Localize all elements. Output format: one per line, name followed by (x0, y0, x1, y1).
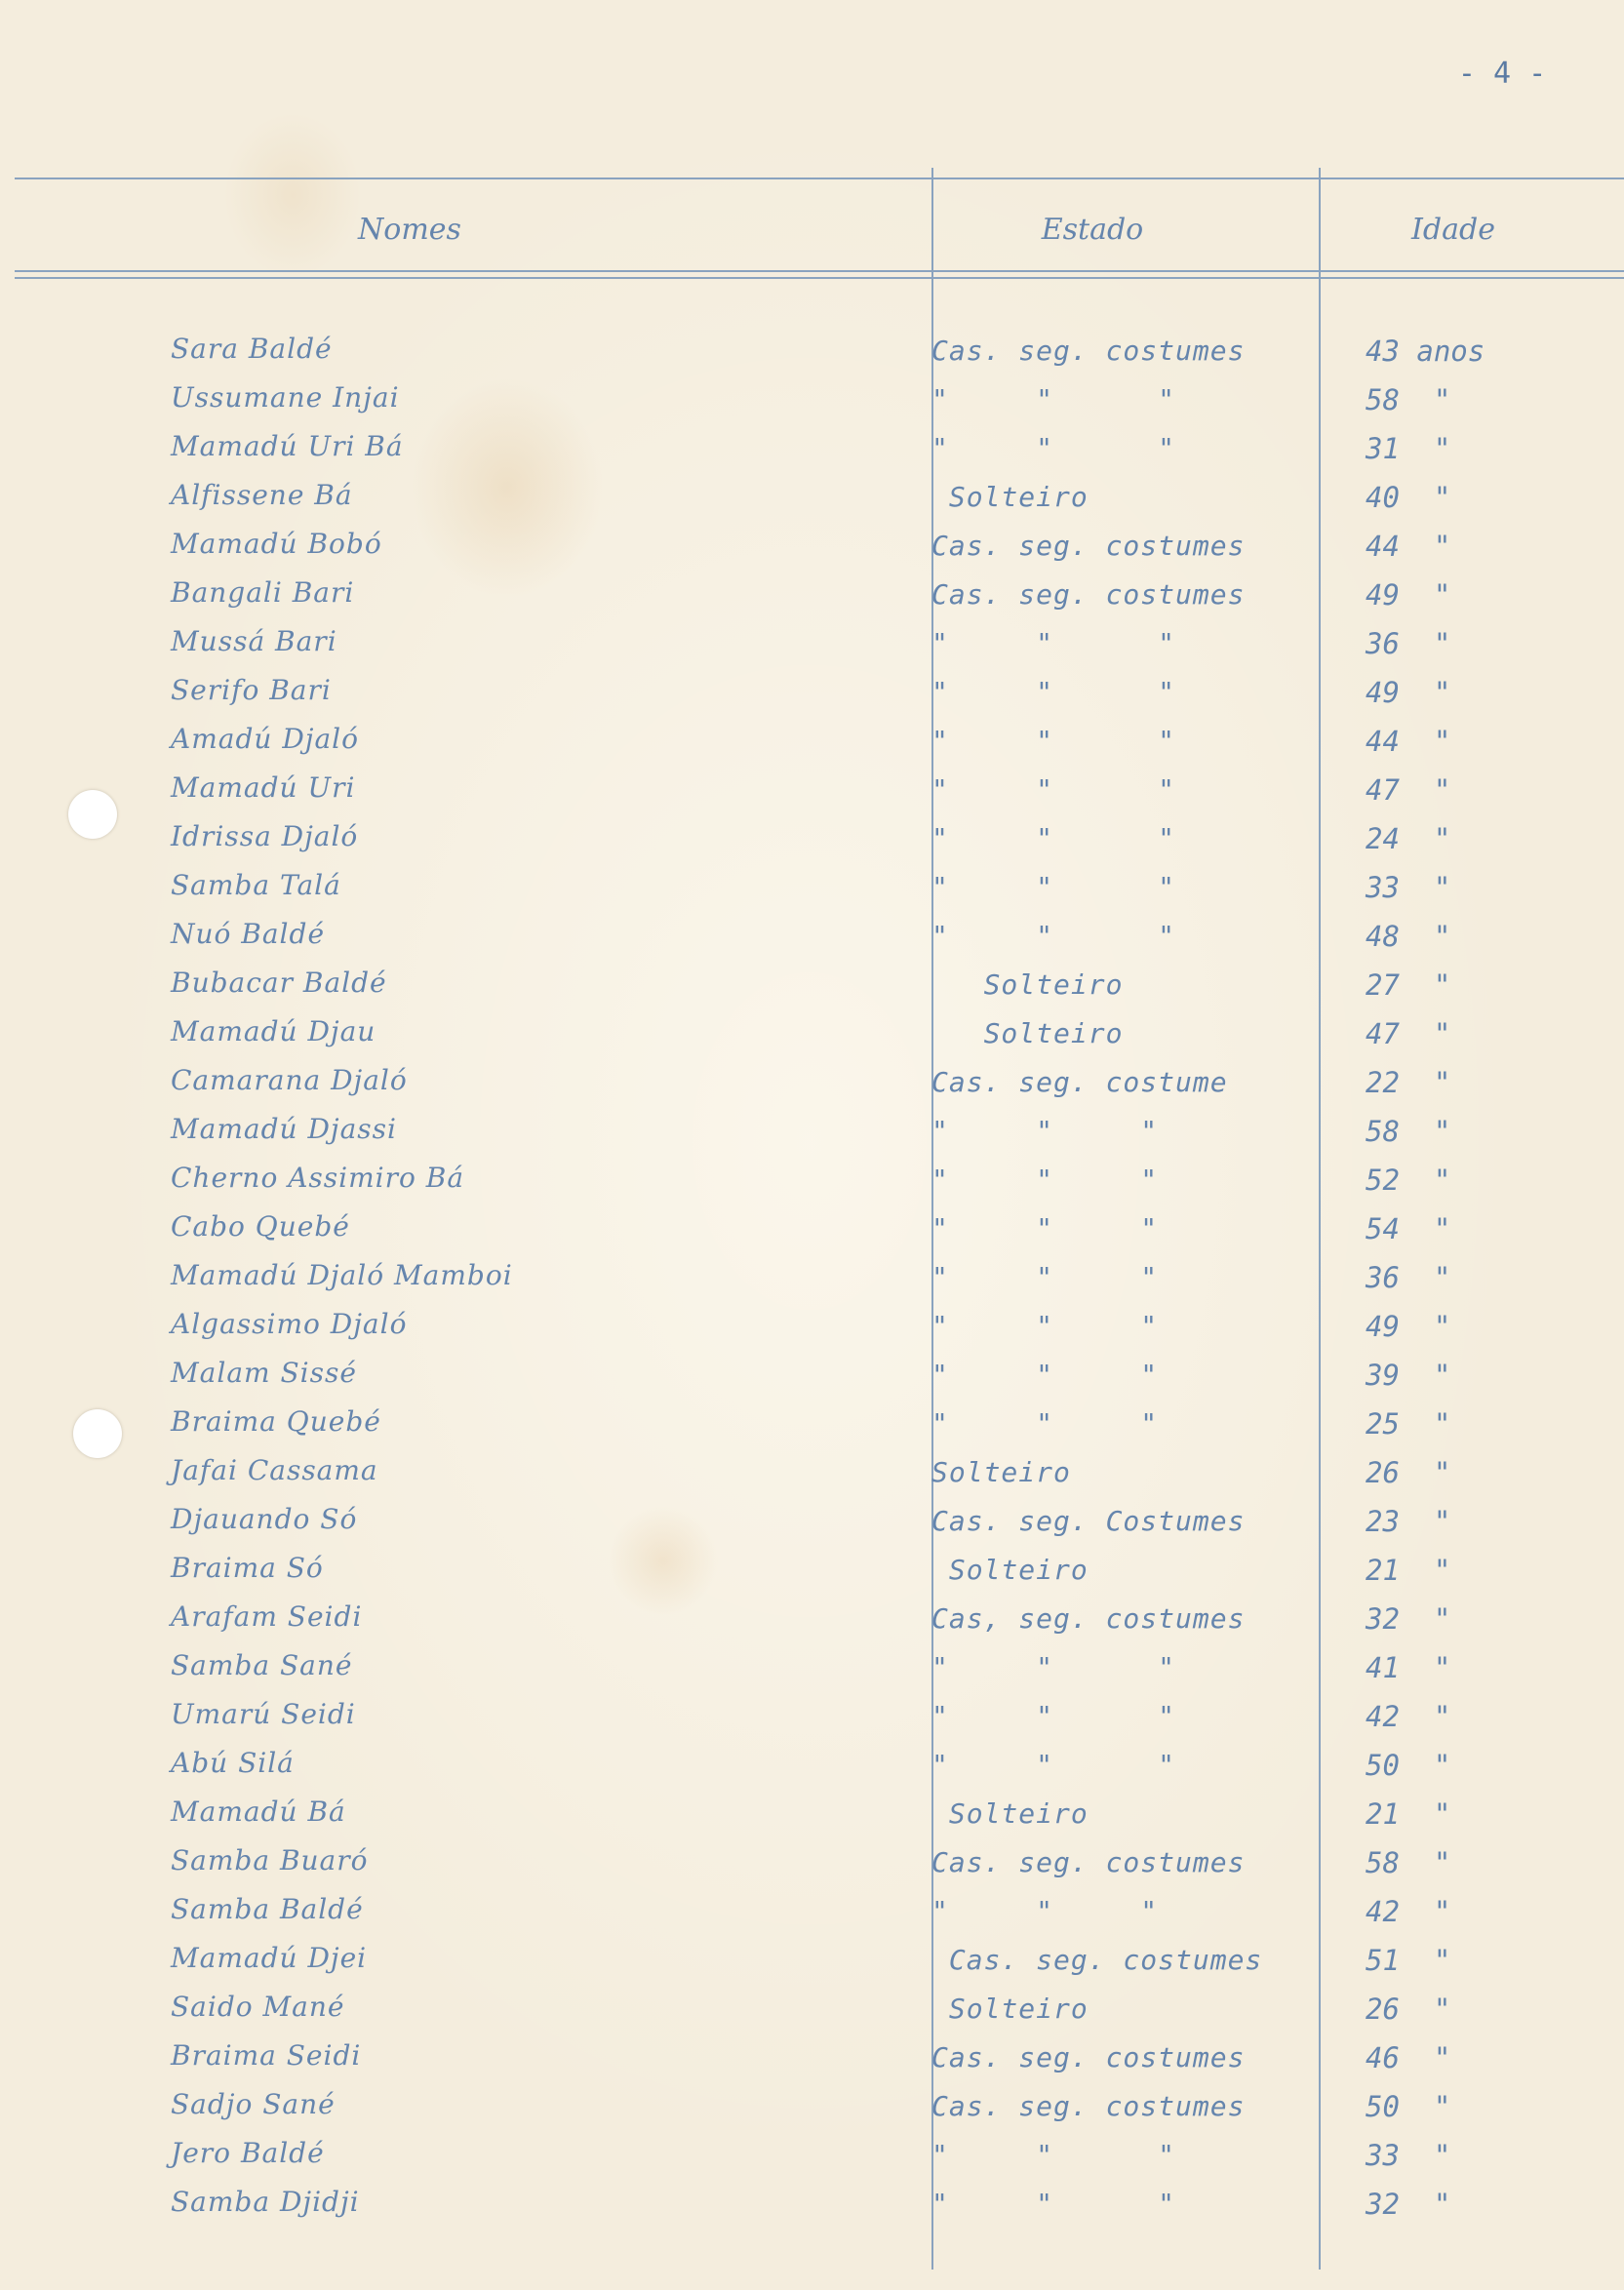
table-row (0, 2131, 1624, 2180)
table-row (0, 668, 1624, 717)
cell-idade: 50 " (1366, 1749, 1451, 1782)
cell-idade: 49 " (1366, 676, 1451, 709)
cell-estado: " " " (931, 1164, 1159, 1196)
cell-nome: Ussumane Injai (171, 381, 400, 414)
table-row (0, 1643, 1624, 1692)
cell-estado: " " " (931, 1407, 1159, 1440)
table-row (0, 1887, 1624, 1936)
cell-idade: 32 " (1366, 1602, 1451, 1636)
table-row (0, 1936, 1624, 1985)
cell-nome: Algassimo Djaló (171, 1308, 408, 1340)
cell-idade: 21 " (1366, 1797, 1451, 1831)
cell-idade: 21 " (1366, 1554, 1451, 1587)
header-bottom-rule (15, 270, 1624, 272)
cell-estado: Solteiro (931, 1554, 1089, 1586)
cell-estado: Cas. seg. costumes (931, 1846, 1246, 1878)
cell-nome: Mamadú Uri (171, 771, 356, 804)
cell-estado: Solteiro (931, 1993, 1089, 2025)
cell-nome: Jafai Cassama (171, 1454, 378, 1486)
cell-nome: Braima Seidi (171, 2039, 362, 2072)
cell-idade: 44 " (1366, 530, 1451, 563)
cell-idade: 40 " (1366, 481, 1451, 514)
cell-idade: 52 " (1366, 1164, 1451, 1197)
cell-estado: " " " (931, 1212, 1159, 1244)
cell-nome: Serifo Bari (171, 674, 332, 706)
table-top-rule (15, 178, 1624, 179)
table-row (0, 766, 1624, 814)
cell-nome: Mamadú Djei (171, 1942, 368, 1974)
cell-estado: Cas, seg. costumes (931, 1602, 1246, 1635)
cell-nome: Amadú Djaló (171, 723, 359, 755)
cell-nome: Sadjo Sané (171, 2088, 336, 2120)
table-row (0, 717, 1624, 766)
cell-estado: " " " (931, 1895, 1159, 1927)
header-nomes: Nomes (358, 213, 461, 247)
table-row (0, 1838, 1624, 1887)
cell-nome: Camarana Djaló (171, 1064, 408, 1096)
cell-idade: 44 " (1366, 725, 1451, 758)
table-row (0, 912, 1624, 961)
cell-nome: Samba Baldé (171, 1893, 364, 1925)
table-row (0, 1302, 1624, 1351)
cell-nome: Idrissa Djaló (171, 820, 359, 852)
cell-nome: Samba Sané (171, 1649, 353, 1681)
cell-nome: Mamadú Djaló Mamboi (171, 1259, 513, 1291)
table-row (0, 1595, 1624, 1643)
cell-estado: Cas. seg. costumes (931, 530, 1246, 562)
cell-idade: 42 " (1366, 1700, 1451, 1733)
table-row (0, 571, 1624, 619)
cell-idade: 24 " (1366, 822, 1451, 855)
cell-nome: Bangali Bari (171, 576, 355, 609)
table-row (0, 1985, 1624, 2033)
cell-nome: Bubacar Baldé (171, 967, 387, 999)
cell-estado: Solteiro (931, 1456, 1071, 1488)
cell-estado: " " " (931, 383, 1176, 415)
cell-estado: " " " (931, 1651, 1176, 1683)
cell-estado: Solteiro (931, 968, 1124, 1001)
table-row (0, 1546, 1624, 1595)
table-row (0, 1692, 1624, 1741)
cell-estado: Cas. seg. costumes (931, 335, 1246, 367)
table-row (0, 1351, 1624, 1400)
table-row (0, 2033, 1624, 2082)
cell-nome: Mussá Bari (171, 625, 337, 657)
cell-idade: 41 " (1366, 1651, 1451, 1684)
cell-nome: Mamadú Bá (171, 1796, 346, 1828)
cell-idade: 27 " (1366, 968, 1451, 1002)
cell-estado: " " " (931, 822, 1176, 854)
cell-nome: Mamadú Djassi (171, 1113, 397, 1145)
cell-estado: Cas. seg. costumes (931, 1944, 1263, 1976)
cell-estado: Solteiro (931, 1797, 1089, 1830)
table-row (0, 619, 1624, 668)
cell-estado: Solteiro (931, 1017, 1124, 1049)
header-idade: Idade (1411, 213, 1495, 247)
cell-idade: 26 " (1366, 1993, 1451, 2026)
table-row (0, 1107, 1624, 1156)
cell-nome: Mamadú Uri Bá (171, 430, 404, 462)
table-row (0, 2082, 1624, 2131)
table-row (0, 961, 1624, 1009)
table-row (0, 863, 1624, 912)
cell-nome: Saido Mané (171, 1991, 345, 2023)
table-row (0, 473, 1624, 522)
cell-idade: 48 " (1366, 920, 1451, 953)
cell-estado: Cas. seg. costume (931, 1066, 1228, 1098)
cell-idade: 22 " (1366, 1066, 1451, 1099)
cell-idade: 39 " (1366, 1359, 1451, 1392)
cell-estado: Cas. seg. costumes (931, 2090, 1246, 2122)
cell-nome: Nuó Baldé (171, 918, 326, 950)
table-row (0, 2180, 1624, 2229)
cell-nome: Samba Buaró (171, 1844, 369, 1876)
cell-idade: 47 " (1366, 773, 1451, 807)
cell-idade: 25 " (1366, 1407, 1451, 1441)
cell-estado: " " " (931, 1359, 1159, 1391)
table-row (0, 814, 1624, 863)
table-row (0, 1009, 1624, 1058)
cell-estado: " " " (931, 2188, 1176, 2220)
cell-idade: 42 " (1366, 1895, 1451, 1928)
header-bottom-rule-double (15, 277, 1624, 279)
cell-idade: 46 " (1366, 2041, 1451, 2074)
table-row (0, 1497, 1624, 1546)
cell-estado: " " " (931, 1749, 1176, 1781)
cell-idade: 58 " (1366, 1846, 1451, 1879)
cell-idade: 36 " (1366, 627, 1451, 660)
cell-idade: 54 " (1366, 1212, 1451, 1245)
table-row (0, 1790, 1624, 1838)
cell-idade: 49 " (1366, 1310, 1451, 1343)
cell-nome: Cabo Quebé (171, 1210, 350, 1243)
cell-idade: 58 " (1366, 383, 1451, 416)
cell-idade: 43 anos (1366, 335, 1485, 368)
cell-nome: Djauando Só (171, 1503, 358, 1535)
table-row (0, 522, 1624, 571)
cell-idade: 26 " (1366, 1456, 1451, 1489)
cell-idade: 33 " (1366, 2139, 1451, 2172)
cell-nome: Umarú Seidi (171, 1698, 356, 1730)
cell-idade: 23 " (1366, 1505, 1451, 1538)
table-row (0, 424, 1624, 473)
cell-nome: Braima Quebé (171, 1405, 381, 1438)
cell-estado: " " " (931, 676, 1176, 708)
cell-estado: Cas. seg. Costumes (931, 1505, 1246, 1537)
table-row (0, 1058, 1624, 1107)
cell-nome: Cherno Assimiro Bá (171, 1162, 465, 1194)
cell-idade: 58 " (1366, 1115, 1451, 1148)
table-row (0, 1156, 1624, 1204)
header-estado: Estado (1041, 213, 1144, 247)
cell-estado: " " " (931, 871, 1176, 903)
cell-estado: " " " (931, 627, 1176, 659)
table-row (0, 1400, 1624, 1448)
cell-estado: " " " (931, 1115, 1159, 1147)
table-row (0, 1253, 1624, 1302)
cell-idade: 47 " (1366, 1017, 1451, 1050)
cell-nome: Samba Djidji (171, 2186, 360, 2218)
cell-estado: " " " (931, 1310, 1159, 1342)
page-number: - 4 - (1457, 57, 1547, 91)
cell-nome: Alfissene Bá (171, 479, 353, 511)
cell-estado: " " " (931, 725, 1176, 757)
cell-nome: Braima Só (171, 1552, 324, 1584)
table-row (0, 1741, 1624, 1790)
cell-idade: 51 " (1366, 1944, 1451, 1977)
table-row (0, 1204, 1624, 1253)
cell-estado: " " " (931, 432, 1176, 464)
cell-estado: Cas. seg. costumes (931, 2041, 1246, 2073)
table-row (0, 1448, 1624, 1497)
cell-nome: Arafam Seidi (171, 1600, 363, 1633)
cell-idade: 50 " (1366, 2090, 1451, 2123)
table-row (0, 375, 1624, 424)
cell-estado: Solteiro (931, 481, 1089, 513)
cell-nome: Samba Talá (171, 869, 341, 901)
cell-nome: Jero Baldé (171, 2137, 325, 2169)
cell-nome: Sara Baldé (171, 333, 333, 365)
cell-estado: " " " (931, 920, 1176, 952)
cell-nome: Mamadú Bobó (171, 528, 382, 560)
cell-idade: 49 " (1366, 578, 1451, 612)
cell-nome: Mamadú Djau (171, 1015, 376, 1047)
cell-nome: Abú Silá (171, 1747, 295, 1779)
cell-estado: " " " (931, 773, 1176, 806)
cell-idade: 33 " (1366, 871, 1451, 904)
cell-estado: Cas. seg. costumes (931, 578, 1246, 611)
cell-idade: 31 " (1366, 432, 1451, 465)
cell-idade: 36 " (1366, 1261, 1451, 1294)
table-row (0, 327, 1624, 375)
cell-idade: 32 " (1366, 2188, 1451, 2221)
cell-nome: Malam Sissé (171, 1357, 357, 1389)
cell-estado: " " " (931, 2139, 1176, 2171)
cell-estado: " " " (931, 1700, 1176, 1732)
cell-estado: " " " (931, 1261, 1159, 1293)
table-body (0, 327, 1624, 2229)
